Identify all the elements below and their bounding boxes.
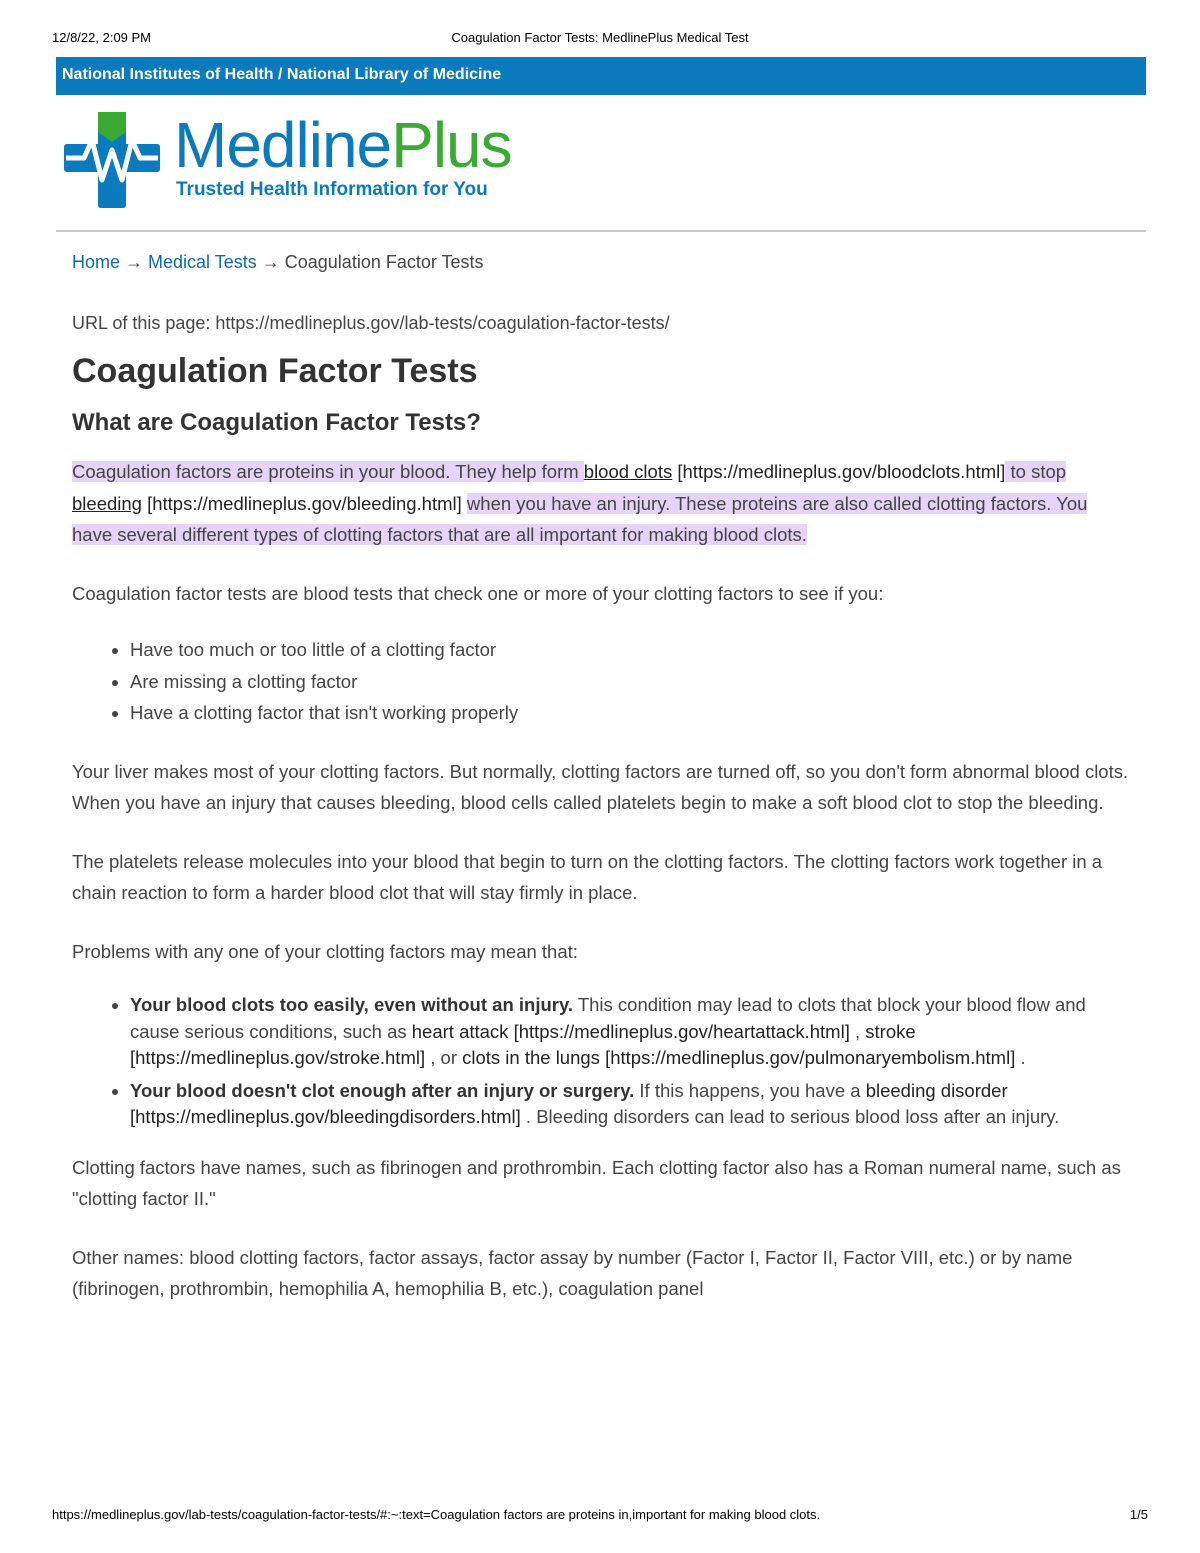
list-item-text: . Bleeding disorders can lead to serious blood loss after an injury. [520, 1106, 1060, 1127]
list-item: • Are missing a clotting factor [130, 666, 1132, 698]
list-item: • Have a clotting factor that isn't working properly [130, 697, 1132, 729]
medlineplus-cross-icon [62, 110, 162, 210]
breadcrumb [72, 248, 1132, 276]
logo-tagline: Trusted Health Information for You [176, 179, 488, 200]
link-url: [https://medlineplus.gov/pulmonaryembolism.html] [599, 1047, 1016, 1068]
list-item: • Have too much or too little of a clotting factor [130, 634, 1132, 666]
link-url: [https://medlineplus.gov/bleedingdisorders.html] [130, 1106, 521, 1127]
logo-word-plus: Plus [391, 109, 512, 181]
main-content [72, 248, 1132, 1305]
breadcrumb-separator: → [120, 252, 149, 272]
highlighted-text: Coagulation factors are proteins in your blood. They help form [72, 461, 584, 482]
header-divider [56, 230, 1146, 232]
print-header [0, 30, 1200, 50]
intro-paragraph [72, 456, 1132, 551]
paragraph-other-names: Other names: blood clotting factors, factor assays, factor assay by number (Factor I, Factor II, Factor VIII, etc.) or by name (fibrinogen, prothrombin, hemophilia A, hemophilia B, etc.), coagulation panel [72, 1246, 1073, 1299]
paragraph-platelets: The platelets release molecules into your blood that begin to turn on the clotting factors. The clotting factors work together in a chain reaction to form a harder blood clot that will stay firmly in place. [72, 850, 1103, 903]
link-url: [https://medlineplus.gov/bloodclots.html] [672, 461, 1006, 482]
highlighted-text: to stop [1005, 461, 1067, 482]
paragraph-liver: Your liver makes most of your clotting factors. But normally, clotting factors are turned off, so you don't form abnormal blood clots. When you have an injury that causes bleeding, blood cells called platelets begin to make a soft blood clot to stop the bleeding. [72, 760, 1129, 813]
paragraph-names: Clotting factors have names, such as fibrinogen and prothrombin. Each clotting factor also has a Roman numeral name, such as "clotting factor II." [72, 1156, 1121, 1209]
print-date: 12/8/22, 2:09 PM [52, 30, 152, 45]
page-url: URL of this page: https://medlineplus.gov/lab-tests/coagulation-factor-tests/ [72, 313, 670, 333]
logo-word-medline: Medline [174, 109, 392, 181]
breadcrumb-current: Coagulation Factor Tests [284, 252, 484, 272]
print-footer-url: https://medlineplus.gov/lab-tests/coagulation-factor-tests/#:~:text=Coagulation factors are proteins in,important for making blood clots. [52, 1507, 821, 1522]
problems-list [72, 992, 1132, 1131]
list-item-text: This condition may lead to clots that block your blood flow and cause serious conditions, such as [130, 994, 1086, 1042]
highlighted-text: when you have an injury. These proteins are also called clotting factors. You have several different types of clotting factors that are all important for making blood clots. [72, 492, 1088, 545]
link-url: [https://medlineplus.gov/heartattack.html] [508, 1020, 850, 1042]
list-item-text: , or [425, 1047, 463, 1068]
page-title: Coagulation Factor Tests [72, 352, 478, 390]
heart-attack-link[interactable]: heart attack [411, 1020, 509, 1042]
link-url: [https://medlineplus.gov/stroke.html] [130, 1047, 426, 1068]
list-item-bold: Your blood doesn't clot enough after an injury or surgery. [130, 1079, 635, 1101]
print-footer [0, 1507, 1200, 1527]
list-item [130, 992, 1132, 1072]
list-item-text: . [1015, 1047, 1026, 1068]
link-url: [https://medlineplus.gov/bleeding.html] [141, 492, 467, 514]
paragraph-problems: Problems with any one of your clotting factors may mean that: [72, 940, 578, 962]
blood-clots-link[interactable]: blood clots [583, 461, 673, 482]
print-title: Coagulation Factor Tests: MedlinePlus Medical Test [451, 30, 749, 45]
logo-wordmark [174, 110, 512, 180]
list-item-bold: Your blood clots too easily, even without an injury. [130, 994, 574, 1015]
list-item [130, 1078, 1132, 1131]
print-page-number: 1/5 [1129, 1507, 1148, 1522]
list-item-text: If this happens, you have a [634, 1079, 866, 1101]
breadcrumb-medical-tests-link[interactable]: Medical Tests [148, 252, 257, 272]
bleeding-disorder-link[interactable]: bleeding disorder [865, 1079, 1008, 1101]
bleeding-link[interactable]: bleeding [72, 492, 142, 514]
breadcrumb-separator: → [256, 252, 285, 272]
stroke-link[interactable]: stroke [865, 1020, 916, 1042]
breadcrumb-home-link[interactable]: Home [72, 252, 121, 272]
nih-banner[interactable] [56, 57, 1146, 95]
nih-banner-text[interactable]: National Institutes of Health / National Library of Medicine [62, 66, 502, 83]
medlineplus-logo[interactable] [62, 108, 542, 214]
check-list [72, 634, 1132, 729]
clots-in-lungs-link[interactable]: clots in the lungs [462, 1047, 600, 1068]
list-item-text: , [849, 1020, 866, 1042]
paragraph-tests: Coagulation factor tests are blood tests that check one or more of your clotting factors to see if you: [72, 582, 884, 604]
section-heading: What are Coagulation Factor Tests? [72, 409, 481, 436]
